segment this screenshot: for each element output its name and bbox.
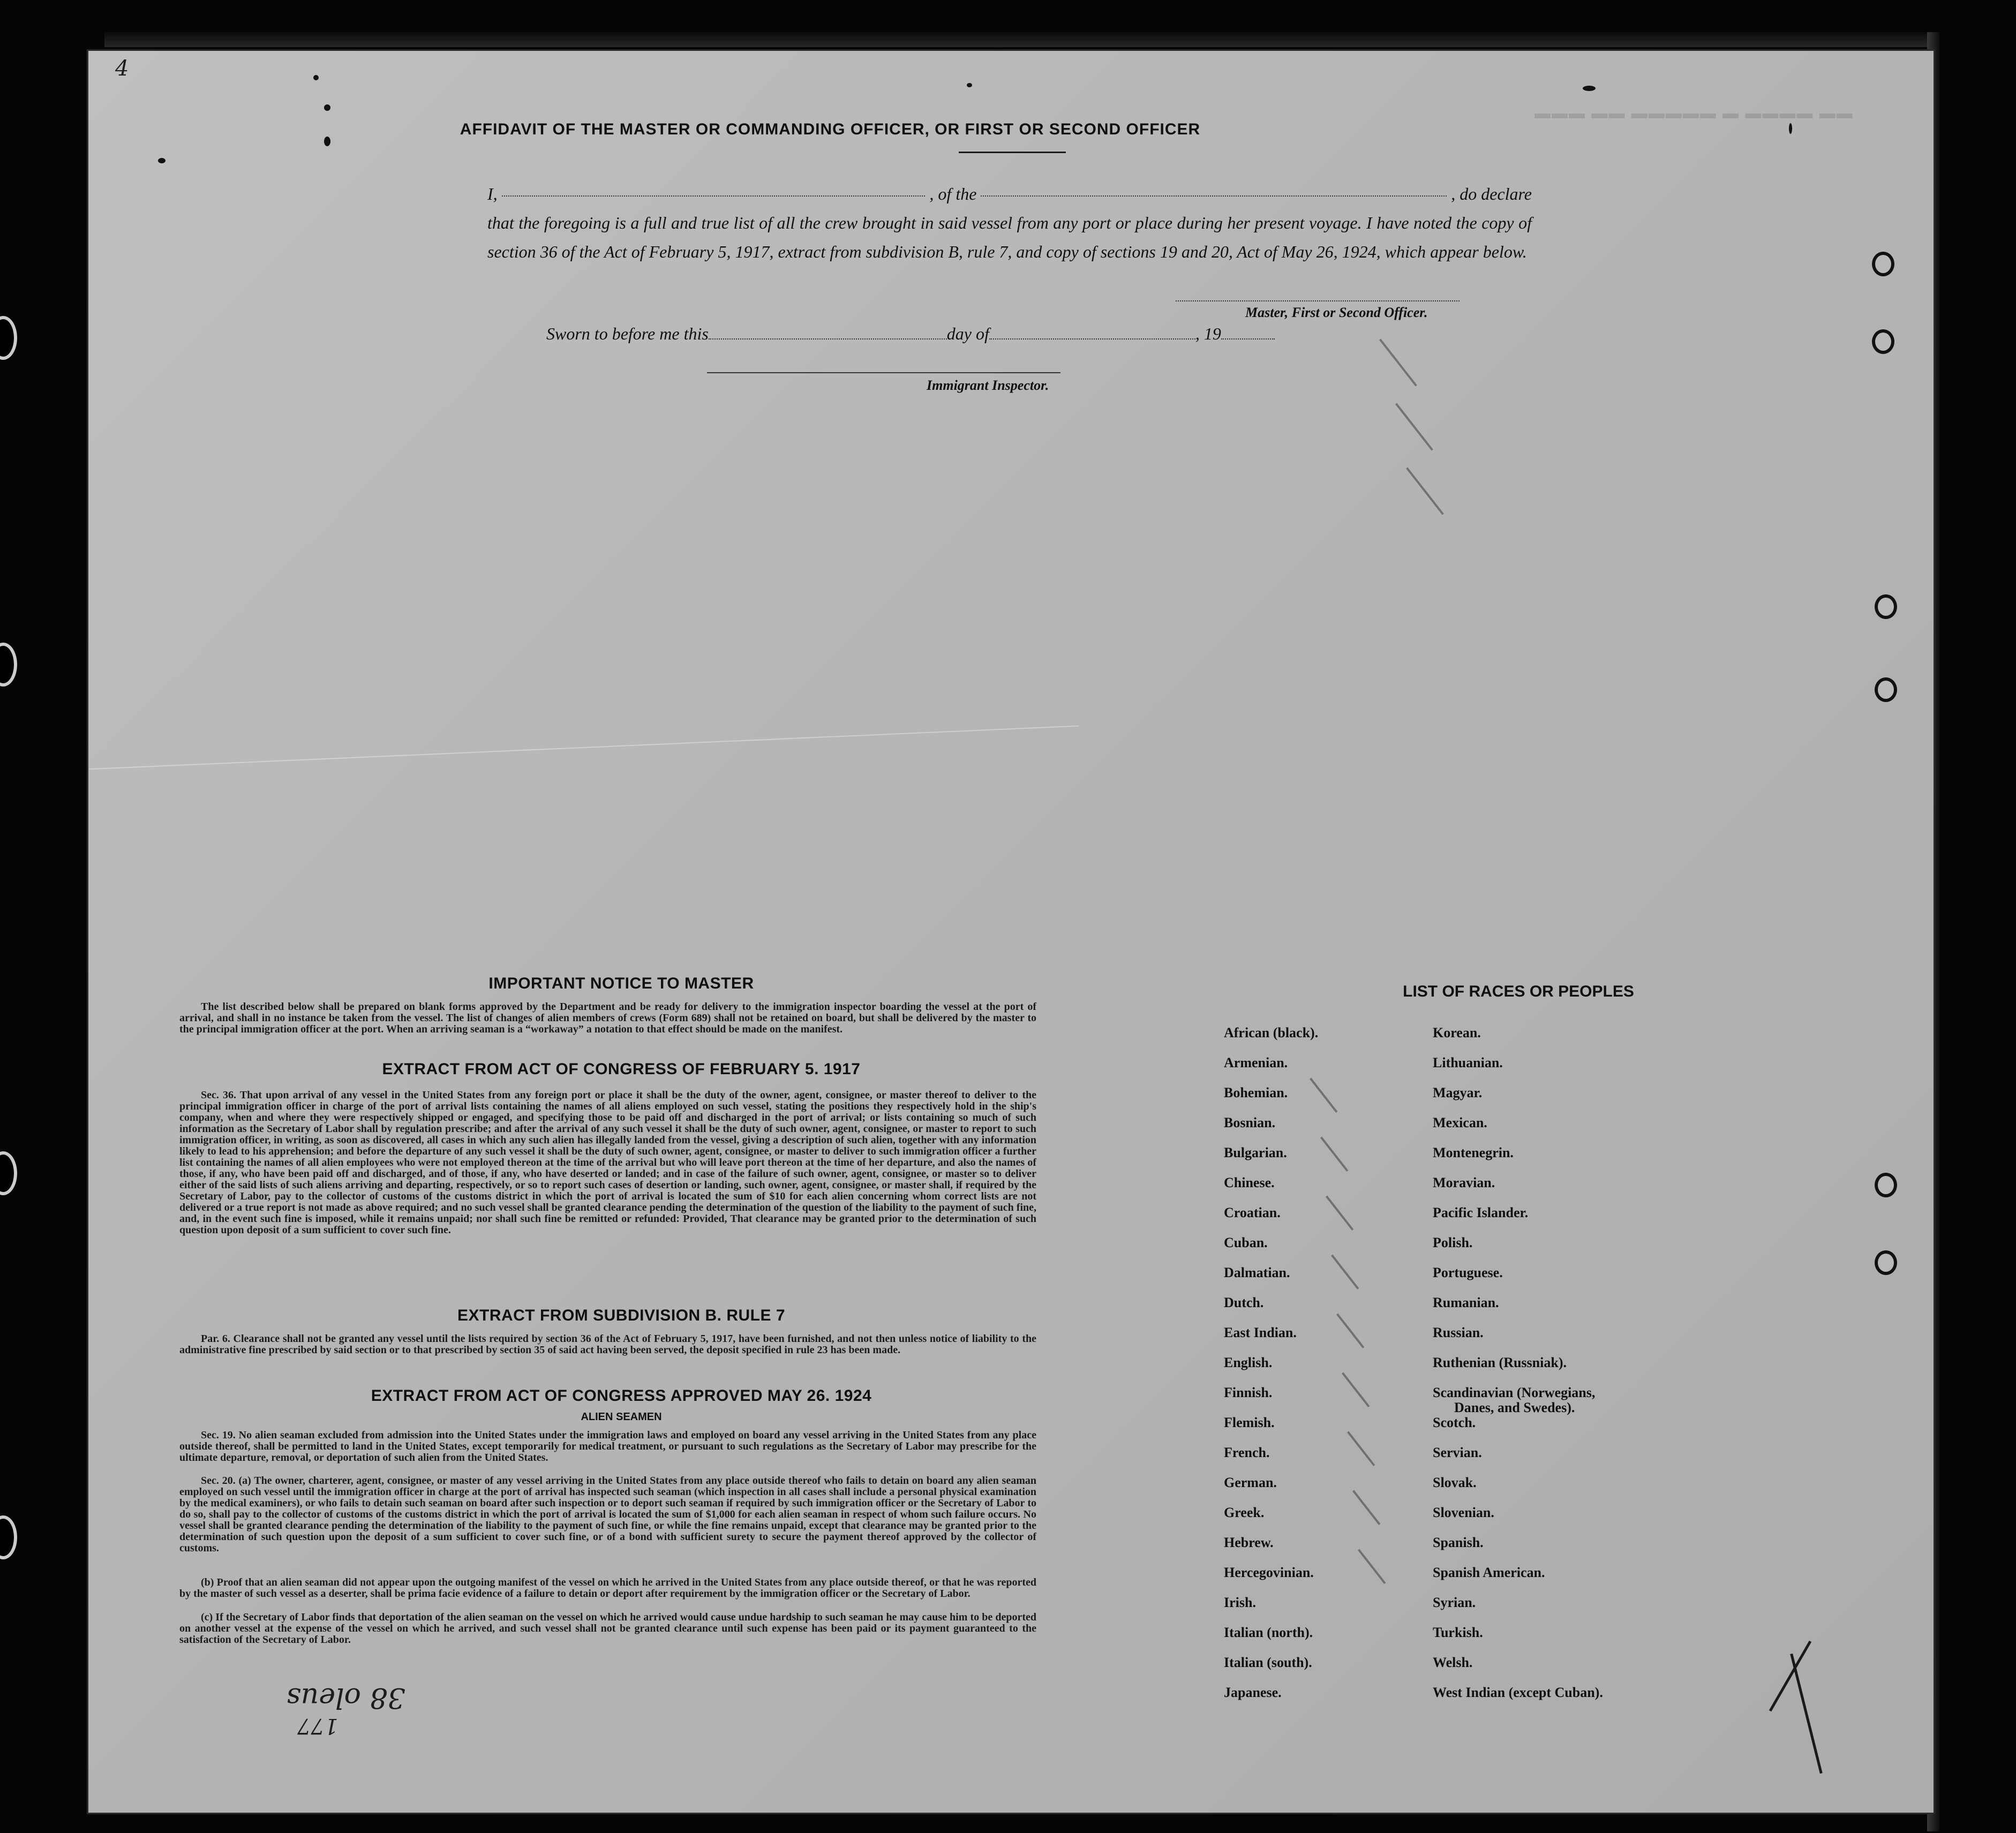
handwritten-stroke — [1790, 1654, 1822, 1774]
affidavit-declare: , do declare — [1451, 184, 1532, 203]
binder-hole — [0, 1515, 17, 1559]
punch-hole — [1872, 252, 1894, 276]
affidavit-text: that the foregoing is a full and true list of all the crew brought in said vessel from any port or place during her present voyage. I have noted the copy of section 36 of the Act of February 5, 1917, extract from subdivision B, rule 7, and copy of sections 19 and 20, Act of May 26, 1924, which appear below. — [487, 213, 1532, 261]
race-item: Spanish American. — [1433, 1565, 1545, 1580]
sworn-day-blank[interactable] — [709, 326, 947, 340]
race-item: Irish. — [1224, 1595, 1256, 1610]
check-mark — [1358, 1549, 1386, 1585]
race-item: Slovak. — [1433, 1475, 1477, 1490]
ink-speck — [967, 83, 972, 87]
check-mark — [1326, 1196, 1353, 1231]
race-item: Polish. — [1433, 1235, 1473, 1250]
race-item: Servian. — [1433, 1445, 1482, 1460]
race-item: English. — [1224, 1355, 1273, 1370]
sworn-year-label: , 19 — [1195, 324, 1221, 343]
corner-handwritten-mark: 4 — [115, 56, 129, 81]
race-item: Armenian. — [1224, 1055, 1288, 1070]
race-item: Italian (south). — [1224, 1655, 1312, 1670]
ink-speck — [158, 158, 166, 163]
binder-hole — [0, 316, 17, 360]
affidavit-line-1 — [487, 179, 1532, 208]
extract-rule7-title: EXTRACT FROM SUBDIVISION B. RULE 7 — [457, 1307, 786, 1324]
affidavit-body — [487, 179, 1532, 266]
race-item: Syrian. — [1433, 1595, 1476, 1610]
race-item: Spanish. — [1433, 1535, 1484, 1550]
race-item: Rumanian. — [1433, 1295, 1499, 1310]
manifest-back-page — [88, 51, 1934, 1813]
race-item: Montenegrin. — [1433, 1145, 1514, 1160]
race-item: Hebrew. — [1224, 1535, 1274, 1550]
race-item: Bosnian. — [1224, 1115, 1276, 1130]
handwritten-note: 177 — [297, 1714, 338, 1738]
race-item: Dalmatian. — [1224, 1265, 1290, 1280]
race-item: Russian. — [1433, 1325, 1484, 1340]
punch-hole — [1872, 329, 1894, 354]
punch-hole — [1875, 1250, 1897, 1275]
extract-1917-title: EXTRACT FROM ACT OF CONGRESS OF FEBRUARY 5. 1917 — [382, 1060, 861, 1078]
vessel-blank[interactable] — [981, 179, 1447, 197]
race-item: Ruthenian (Russniak). — [1433, 1355, 1567, 1370]
ink-speck — [324, 104, 330, 111]
ink-speck — [324, 137, 330, 146]
alien-seamen-subtitle: ALIEN SEAMEN — [581, 1411, 662, 1423]
fold-crease — [89, 726, 1079, 770]
bleed-through-header: ▬▬▬ ▬▬ ▬▬▬▬▬ ▬ ▬▬▬▬ ▬▬ — [1534, 104, 1854, 122]
check-mark — [1406, 467, 1444, 515]
check-mark — [1342, 1372, 1370, 1408]
race-item: Turkish. — [1433, 1625, 1483, 1640]
sworn-day-label: day of — [946, 324, 989, 343]
race-item: East Indian. — [1224, 1325, 1297, 1340]
race-item: German. — [1224, 1475, 1277, 1490]
race-item: West Indian (except Cuban). — [1433, 1685, 1603, 1700]
race-item: Korean. — [1433, 1025, 1481, 1040]
affidavit-of-the: , of the — [929, 184, 977, 203]
sworn-prefix: Sworn to before me this — [546, 324, 709, 343]
race-item-continuation: Danes, and Swedes). — [1454, 1400, 1575, 1415]
binder-hole — [0, 643, 17, 687]
sec20c-text: (c) If the Secretary of Labor finds that deportation of the alien seaman on the vessel on which he arrived would cause undue hardship to such seaman he may cause him to be deported on another vessel at the expense of the vessel on which he arrived, and such vessel shall not be granted clearance until such expense has been paid or its payment guaranteed to the satisfaction of the Secretary of Labor. — [179, 1611, 1036, 1646]
race-item: Welsh. — [1433, 1655, 1473, 1670]
races-title: LIST OF RACES OR PEOPLES — [1403, 983, 1634, 1000]
check-mark — [1320, 1137, 1348, 1172]
race-item: Magyar. — [1433, 1085, 1483, 1100]
punch-hole — [1875, 677, 1897, 702]
inspector-signature-line[interactable] — [707, 372, 1060, 373]
punch-hole — [1875, 1173, 1897, 1197]
race-item: Portuguese. — [1433, 1265, 1503, 1280]
race-item: Hercegovinian. — [1224, 1565, 1314, 1580]
affidavit-i: I, — [487, 184, 498, 203]
race-item: Italian (north). — [1224, 1625, 1313, 1640]
race-item: African (black). — [1224, 1025, 1319, 1040]
sworn-month-blank[interactable] — [989, 326, 1195, 340]
extract-1917-text: Sec. 36. That upon arrival of any vessel in the United States from any foreign port or place it shall be the duty of the owner, agent, consignee, or master thereof to deliver to the principal immigration officer in charge of the port of arrival lists containing the names of all aliens employed on such vessel, stating the positions they respectively hold in the ship's company, when and where they were respectively shipped or engaged, and specifying those to be paid off and discharged in the port of arrival; or lists containing so much of such information as the Secretary of Labor shall by regulation prescribe; and after the arrival of any such vessel it shall be the duty of such owner, agent, consignee, or master to report to such immigration officer, in writing, as soon as discovered, all cases in which any such alien has illegally landed from the vessel, giving a description of such alien, together with any information likely to lead to his apprehension; and before the departure of any such vessel it shall be the duty of such owner, agent, consignee, or master to deliver to such immigration officer a further list containing the names of all alien employees who were not employed thereon at the time of the arrival but who will leave port thereon at the time of her departure, and also the names of those, if any, who have been paid off and discharged, and of those, if any, who have deserted or landed; and in case of the failure of such owner, agent, consignee, or master so to deliver either of the said lists of such aliens arriving and departing, respectively, or so to report such cases of desertion or landing, such owner, agent, consignee, or master shall, if required by the Secretary of Labor, pay to the collector of customs of the customs district in which the port of arrival is located the sum of $10 for each alien concerning whom correct lists are not delivered or a true report is not made as above required; and no such vessel shall be granted clearance pending the determination of the question of the liability to the payment of such fine, and, in the event such fine is imposed, while it remains unpaid; nor shall such fine be remitted or refunded: Provided, That clearance may be granted prior to the determination of such question upon deposit of a sum sufficient to cover such fine. — [179, 1089, 1036, 1236]
sec20a-text: Sec. 20. (a) The owner, charterer, agent, consignee, or master of any vessel arriving in the United States from any place outside thereof who fails to detain on board any alien seaman employed on such vessel until the immigration officer in charge at the port of arrival has inspected such seaman (which inspection in all cases shall include a personal physical examination by the medical examiners), or who fails to detain such seaman on board after such inspection or to deport such seaman if required by such immigration officer or the Secretary of Labor to do so, shall pay to the collector of customs of the customs district in which the port of arrival is located the sum of $1,000 for each alien seaman in respect of whom such failure occurs. No vessel shall be granted clearance pending the determination of the liability to the payment of such fine, or while the fine remains unpaid, except that clearance may be granted prior to the determination of such question upon the deposit of a sum sufficient to cover such fine, or of a bond with sufficient surety to secure the payment thereof approved by the collector of customs. — [179, 1475, 1036, 1554]
ink-speck — [1583, 86, 1596, 91]
inspector-signature-label: Immigrant Inspector. — [927, 378, 1049, 393]
ink-speck — [313, 75, 319, 80]
master-signature-line[interactable] — [1176, 300, 1460, 301]
sec19-text: Sec. 19. No alien seaman excluded from admission into the United States under the immigration laws and employed on board any vessel arriving in the United States from any place outside thereof, shall be permitted to land in the United States, except temporarily for medical treatment, or pursuant to such regulations as the Secretary of Labor may prescribe for the ultimate departure, removal, or deportation of such alien from the United States. — [179, 1429, 1036, 1464]
race-item: Pacific Islander. — [1433, 1205, 1529, 1220]
race-item: French. — [1224, 1445, 1270, 1460]
sworn-line — [546, 324, 1275, 344]
master-signature-label: Master, First or Second Officer. — [1245, 305, 1428, 320]
race-item-scandinavian — [1433, 1385, 1603, 1415]
notice-text: The list described below shall be prepared on blank forms approved by the Department and be ready for delivery to the immigration inspector boarding the vessel at the port of arrival, and shall in no instance be taken from the vessel. The list of changes of alien members of crews (Form 689) shall not be retained on board, but shall be delivered by the master to the principal immigration officer at the port. When an arriving seaman is a “workaway” a notation to that effect should be made on the manifest. — [179, 1001, 1036, 1035]
race-item: Slovenian. — [1433, 1505, 1494, 1520]
check-mark — [1379, 339, 1417, 387]
binder-hole — [0, 1151, 17, 1195]
check-mark — [1352, 1490, 1380, 1526]
race-item: Croatian. — [1224, 1205, 1281, 1220]
race-item: Scandinavian (Norwegians, — [1433, 1385, 1596, 1400]
race-item: Lithuanian. — [1433, 1055, 1503, 1070]
race-item: Mexican. — [1433, 1115, 1487, 1130]
race-item: Japanese. — [1224, 1685, 1282, 1700]
race-item: Bulgarian. — [1224, 1145, 1287, 1160]
check-mark — [1347, 1431, 1375, 1467]
check-mark — [1331, 1255, 1359, 1290]
extract-1924-title: EXTRACT FROM ACT OF CONGRESS APPROVED MAY 26. 1924 — [371, 1387, 872, 1405]
extract-rule7-text: Par. 6. Clearance shall not be granted any vessel until the lists required by section 36 of the Act of February 5, 1917, have been furnished, and not then unless notice of liability to the administrative fine prescribed by said section or to that prescribed by section 35 of said act having been served, the deposit specified in rule 23 has been made. — [179, 1333, 1036, 1356]
races-right-column — [1433, 1025, 1603, 1715]
sec20b-text: (b) Proof that an alien seaman did not appear upon the outgoing manifest of the vessel on which he arrived in the United States from any place outside thereof, or that he was reported by the master of such vessel as a deserter, shall be prima facie evidence of a failure to detain or deport after requirement by the immigration officer or the Secretary of Labor. — [179, 1576, 1036, 1600]
check-mark — [1395, 403, 1433, 451]
punch-hole — [1875, 594, 1897, 619]
notice-title: IMPORTANT NOTICE TO MASTER — [488, 975, 754, 992]
race-item: Flemish. — [1224, 1415, 1275, 1430]
race-item: Dutch. — [1224, 1295, 1264, 1310]
race-item: Scotch. — [1433, 1415, 1476, 1430]
sworn-year-blank[interactable] — [1221, 326, 1275, 340]
races-left-column — [1224, 1025, 1318, 1715]
race-item: Greek. — [1224, 1505, 1265, 1520]
race-item: Chinese. — [1224, 1175, 1275, 1190]
race-item: Moravian. — [1433, 1175, 1495, 1190]
name-blank[interactable] — [502, 179, 926, 197]
race-item: Finnish. — [1224, 1385, 1273, 1400]
handwritten-note-2: 38 oleus — [287, 1681, 405, 1714]
ink-speck — [1789, 123, 1792, 134]
check-mark — [1336, 1314, 1364, 1349]
top-edge-shadow — [104, 32, 1936, 47]
race-item: Cuban. — [1224, 1235, 1268, 1250]
race-item: Bohemian. — [1224, 1085, 1288, 1100]
handwritten-stroke — [1769, 1641, 1811, 1711]
title-underline — [959, 152, 1066, 153]
affidavit-title: AFFIDAVIT OF THE MASTER OR COMMANDING OFFICER, OR FIRST OR SECOND OFFICER — [460, 120, 1201, 138]
